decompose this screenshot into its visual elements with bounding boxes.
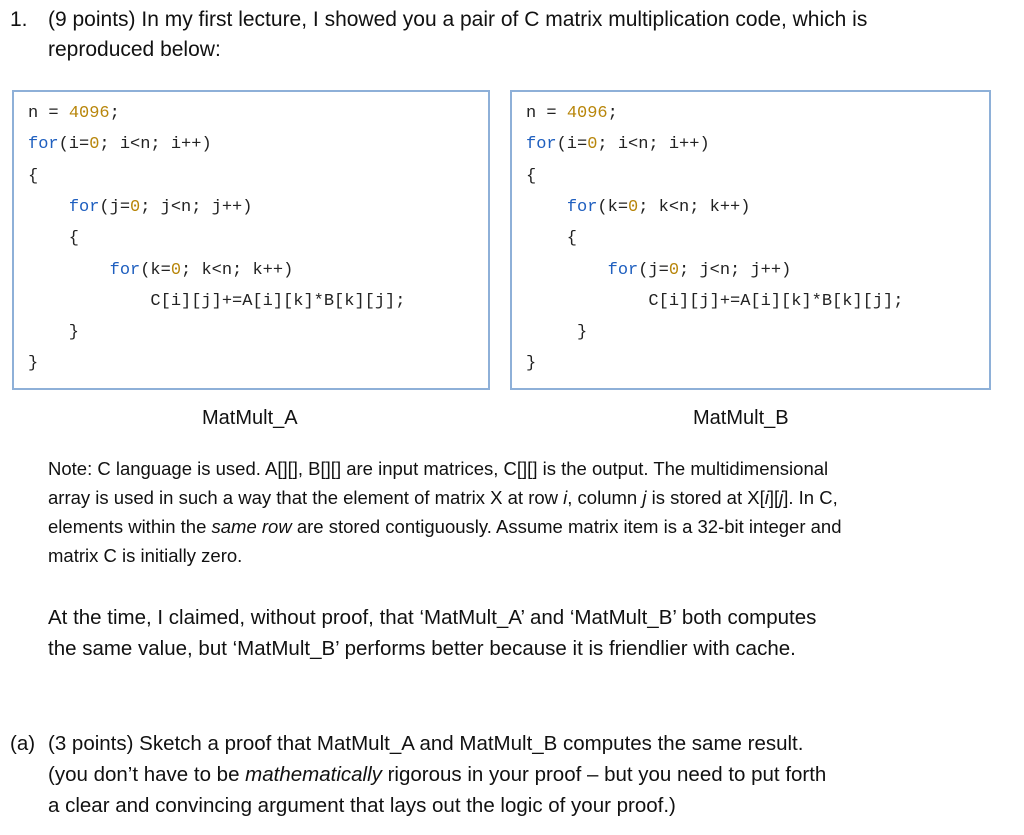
code-text: (j=: [638, 260, 669, 280]
code-text: ; k<n; k++): [181, 260, 294, 280]
code-box-matmult-b: [510, 90, 991, 390]
code-text: C[i][j]+=A[i][k]*B[k][j];: [526, 291, 904, 311]
note-var-i: i: [563, 487, 568, 508]
code-line: [526, 354, 536, 373]
code-keyword: for: [566, 197, 598, 217]
part-a-text: rigorous in your proof – but you need to put forth: [381, 763, 827, 786]
note-var-i: i: [764, 487, 769, 508]
note-text: array is used in such a way that the element of matrix X at row: [48, 487, 564, 508]
code-line: [526, 261, 791, 280]
code-text: n =: [526, 104, 567, 123]
note-text: ][: [768, 487, 780, 508]
code-text: ; j<n; j++): [679, 260, 792, 280]
part-a-line-2: [48, 760, 826, 790]
note-line-2: [48, 485, 838, 511]
code-line: [28, 135, 212, 154]
code-line: [526, 135, 710, 154]
claim-line-1: At the time, I claimed, without proof, that ‘MatMult_A’ and ‘MatMult_B’ both computes: [48, 606, 817, 629]
code-line: [526, 198, 750, 217]
code-number: 0: [89, 135, 100, 155]
code-line: [28, 104, 120, 123]
code-line: [28, 229, 79, 248]
code-text: {: [28, 229, 80, 249]
code-text: {: [28, 166, 39, 186]
code-text: {: [526, 166, 537, 186]
code-text: }: [526, 354, 537, 374]
code-line: [28, 167, 38, 186]
code-text: [526, 198, 567, 217]
code-line: [526, 104, 618, 123]
code-text: }: [28, 323, 80, 343]
code-text: }: [526, 323, 588, 343]
code-text: (j=: [99, 197, 131, 217]
note-emphasis: same row: [211, 516, 292, 537]
code-keyword: for: [28, 135, 59, 155]
code-number: 4096: [68, 104, 110, 123]
code-line: [28, 261, 293, 280]
code-line: [526, 229, 577, 248]
code-number: 0: [587, 135, 598, 155]
code-text: ;: [109, 104, 120, 123]
code-line: [526, 292, 903, 311]
part-a-text: (you don’t have to be: [48, 763, 246, 786]
note-var-j: j: [642, 487, 647, 508]
code-number: 0: [668, 260, 680, 280]
caption-matmult-a: MatMult_A: [202, 407, 298, 429]
part-a-label: (a): [10, 732, 36, 755]
claim-line-2: the same value, but ‘MatMult_B’ performs better because it is friendlier with cache.: [48, 637, 796, 660]
code-text: [28, 261, 110, 280]
question-line-2: reproduced below:: [48, 38, 221, 61]
code-number: 0: [628, 197, 639, 217]
code-keyword: for: [607, 260, 639, 280]
question-number: 1.: [10, 8, 28, 31]
code-text: ; k<n; k++): [638, 197, 751, 217]
code-text: [526, 261, 608, 280]
note-text: ]. In C,: [783, 487, 838, 508]
code-line: [526, 323, 587, 342]
note-var-j: j: [779, 487, 784, 508]
code-line: [28, 323, 79, 342]
code-text: C[i][j]+=A[i][k]*B[k][j];: [28, 291, 406, 311]
code-number: 0: [130, 197, 141, 217]
code-text: (i=: [58, 135, 90, 155]
caption-matmult-b: MatMult_B: [693, 407, 789, 429]
code-text: ;: [607, 104, 618, 123]
part-a-line-3: a clear and convincing argument that lays out the logic of your proof.): [48, 794, 676, 817]
note-text: is stored at X[: [646, 487, 765, 508]
question-line-1: (9 points) In my first lecture, I showed you a pair of C matrix multiplication code, which is: [48, 8, 868, 31]
part-a-emphasis: mathematically: [245, 763, 382, 786]
code-line: [526, 167, 536, 186]
code-text: ; i<n; i++): [597, 135, 710, 155]
note-text: , column: [567, 487, 643, 508]
code-text: n =: [28, 104, 69, 123]
code-text: ; j<n; j++): [140, 197, 253, 217]
code-keyword: for: [526, 135, 557, 155]
code-box-matmult-a: [12, 90, 490, 390]
code-text: ; i<n; i++): [99, 135, 212, 155]
code-line: [28, 292, 405, 311]
code-line: [28, 198, 252, 217]
code-text: [28, 198, 69, 217]
note-line-3: [48, 514, 842, 540]
code-line: [28, 354, 38, 373]
code-text: (k=: [597, 197, 629, 217]
note-line-4: matrix C is initially zero.: [48, 545, 243, 566]
code-number: 4096: [566, 104, 608, 123]
note-line-1: Note: C language is used. A[][], B[][] are input matrices, C[][] is the output. The multidimensional: [48, 458, 829, 479]
code-text: (i=: [556, 135, 588, 155]
code-text: {: [526, 229, 578, 249]
note-text: elements within the: [48, 516, 212, 537]
code-keyword: for: [109, 260, 141, 280]
note-text: are stored contiguously. Assume matrix item is a 32-bit integer and: [291, 516, 842, 537]
code-text: (k=: [140, 260, 171, 280]
code-keyword: for: [68, 197, 100, 217]
part-a-line-1: (3 points) Sketch a proof that MatMult_A and MatMult_B computes the same result.: [48, 732, 804, 755]
code-number: 0: [170, 260, 182, 280]
code-text: }: [28, 354, 39, 374]
